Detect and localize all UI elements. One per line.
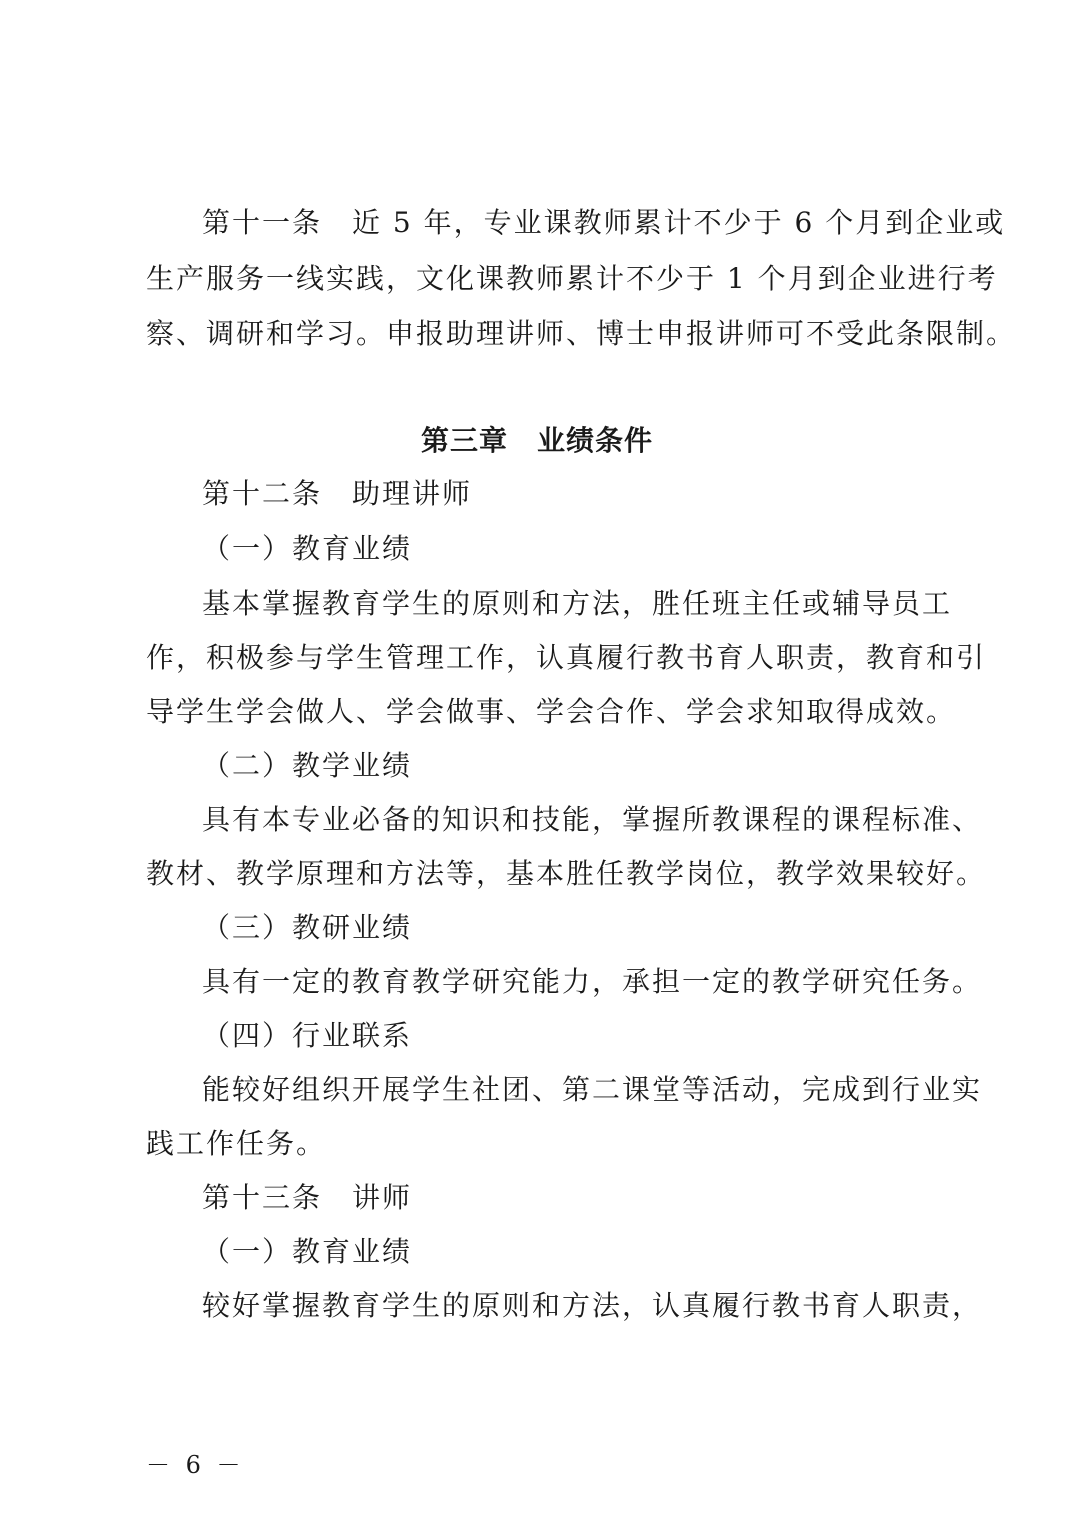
teaching-line-1 — [202, 802, 983, 838]
article-13-title: 第十三条 讲师 — [202, 1181, 413, 1214]
article-11-line-1 — [202, 205, 1006, 241]
article-12-title: 第十二条 助理讲师 — [202, 477, 473, 510]
research-text-1: 具有一定的教育教学研究能力，承担一定的教学研究任务。 — [202, 965, 983, 998]
lecturer-education-heading: （一）教育业绩 — [202, 1235, 413, 1268]
page-number: － 6 － — [146, 1451, 245, 1479]
chapter-heading: 第三章 业绩条件 — [420, 424, 653, 457]
lecturer-education-text-1: 较好掌握教育学生的原则和方法，认真履行教书育人职责， — [202, 1289, 983, 1322]
education-text-2: 作，积极参与学生管理工作，认真履行教书育人职责，教育和引 — [146, 641, 987, 674]
education-line-3: 导学生学会做人、学会做事、学会合作、学会求知取得成效。 — [146, 695, 957, 728]
section-research-heading: （三）教研业绩 — [202, 911, 413, 944]
industry-line-2: 践工作任务。 — [146, 1127, 327, 1160]
industry-text-1: 能较好组织开展学生社团、第二课堂等活动，完成到行业实 — [202, 1073, 983, 1106]
article-11-line-3 — [146, 316, 1017, 352]
article-11-text-3: 察、调研和学习。申报助理讲师、博士申报讲师可不受此条限制。 — [146, 317, 1017, 350]
teaching-text-1: 具有本专业必备的知识和技能，掌握所教课程的课程标准、 — [202, 803, 983, 836]
industry-line-1 — [202, 1072, 983, 1108]
article-11-text-1: 第十一条 近 5 年，专业课教师累计不少于 6 个月到企业或 — [202, 206, 1006, 239]
article-11-text-2: 生产服务一线实践，文化课教师累计不少于 1 个月到企业进行考 — [146, 262, 998, 295]
lecturer-education-line-1 — [202, 1288, 983, 1324]
section-industry-heading: （四）行业联系 — [202, 1019, 413, 1052]
education-line-2 — [146, 640, 987, 676]
section-education-heading: （一）教育业绩 — [202, 532, 413, 565]
teaching-text-2: 教材、教学原理和方法等，基本胜任教学岗位，教学效果较好。 — [146, 857, 987, 890]
article-11-line-2 — [146, 261, 998, 297]
research-line-1 — [202, 964, 983, 1000]
teaching-line-2 — [146, 856, 987, 892]
section-teaching-heading: （二）教学业绩 — [202, 749, 413, 782]
education-text-1: 基本掌握教育学生的原则和方法，胜任班主任或辅导员工 — [202, 587, 953, 620]
education-line-1 — [202, 586, 953, 622]
